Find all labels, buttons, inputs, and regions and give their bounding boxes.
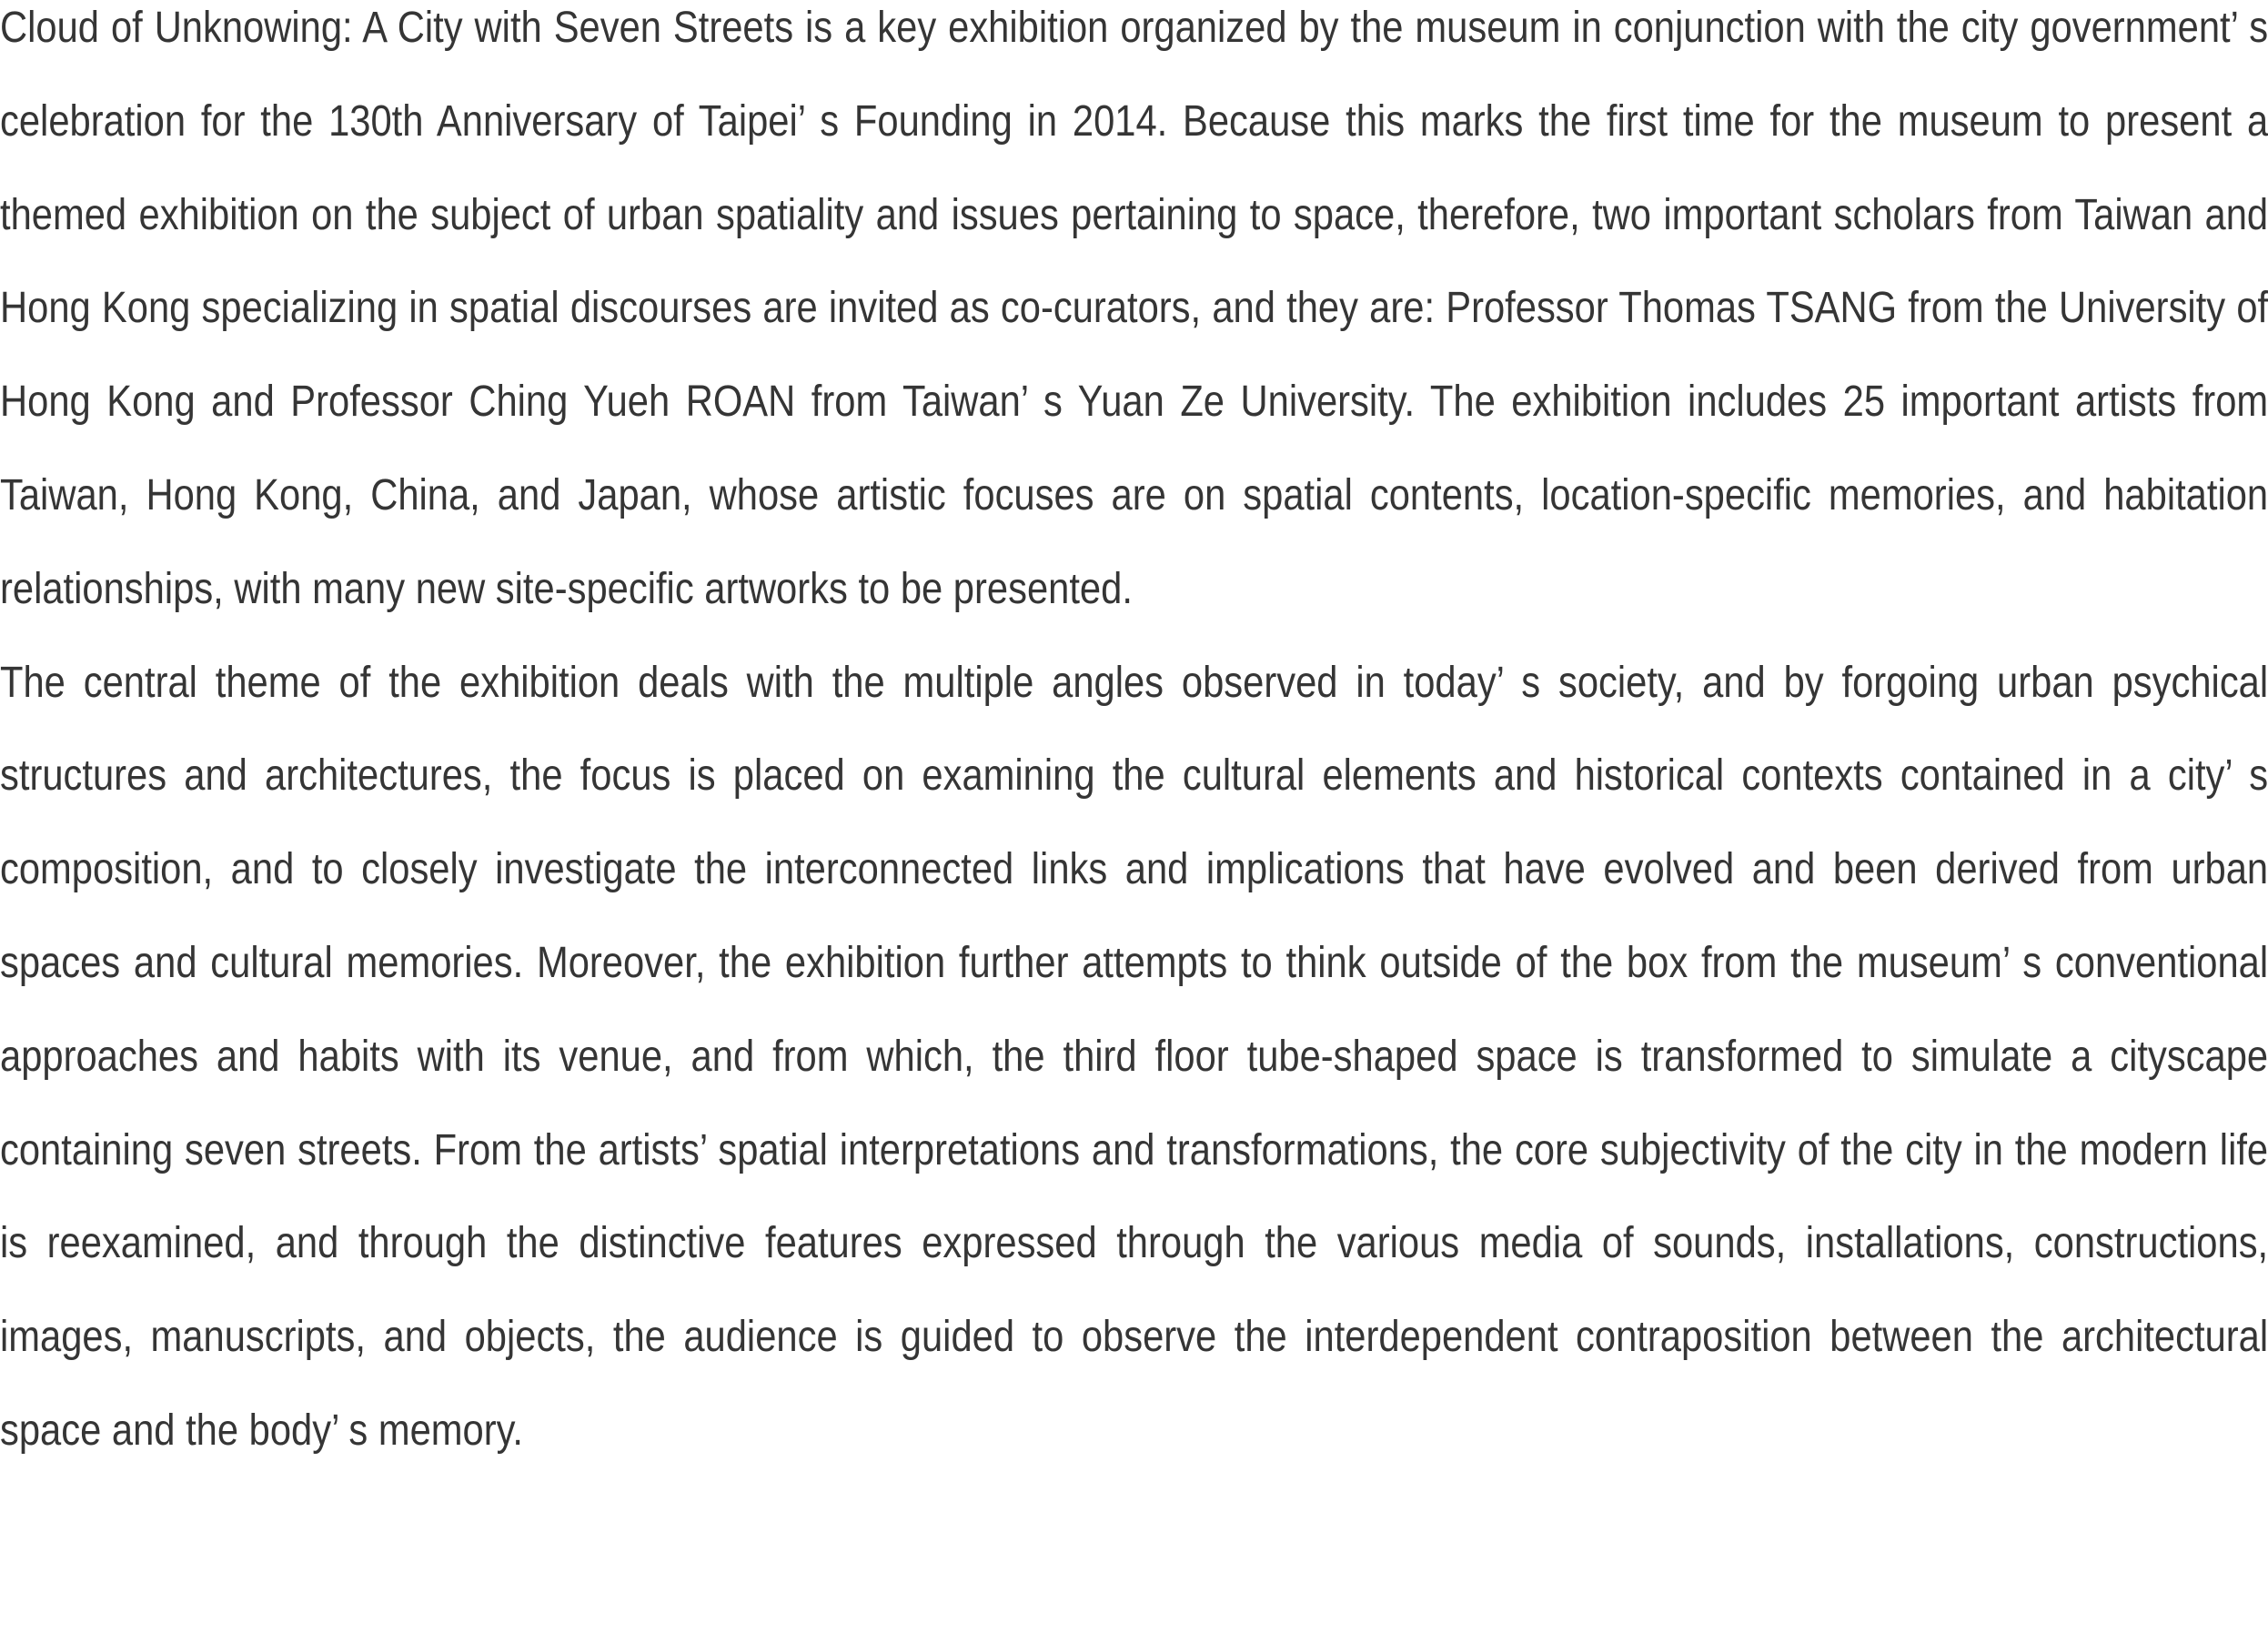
- paragraph-exhibition-overview: Cloud of Unknowing: A City with Seven Streets is a key exhibition organized by the museum in conjunction with the city government’ s celebration for the 130th Anniversary of Taipei’ s Founding in 2014. Because this marks the first time for the museum to present a themed exhibition on the subject of urban spatiality and issues pertaining to space, therefore, two important scholars from Taiwan and Hong Kong specializing in spatial discourses are invited as co-curators, and they are: Professor Thomas TSANG from the University of Hong Kong and Professor Ching Yueh ROAN from Taiwan’ s Yuan Ze University. The exhibition includes 25 important artists from Taiwan, Hong Kong, China, and Japan, whose artistic focuses are on spatial contents, location-specific memories, and habitation relationships, with many new site-specific artworks to be presented.: [0, 3, 2268, 613]
- paragraph-central-theme: The central theme of the exhibition deals with the multiple angles observed in today’ s society, and by forgoing urban psychical structures and architectures, the focus is placed on examining the cultural elements and historical contexts contained in a city’ s composition, and to closely investigate the interconnected links and implications that have evolved and been derived from urban spaces and cultural memories. Moreover, the exhibition further attempts to think outside of the box from the museum’ s conventional approaches and habits with its venue, and from which, the third floor tube-shaped space is transformed to simulate a cityscape containing seven streets. From the artists’ spatial interpretations and transformations, the core subjectivity of the city in the modern life is reexamined, and through the distinctive features expressed through the various media of sounds, installations, constructions, images, manuscripts, and objects, the audience is guided to observe the interdependent contraposition between the architectural space and the body’ s memory.: [0, 657, 2268, 1455]
